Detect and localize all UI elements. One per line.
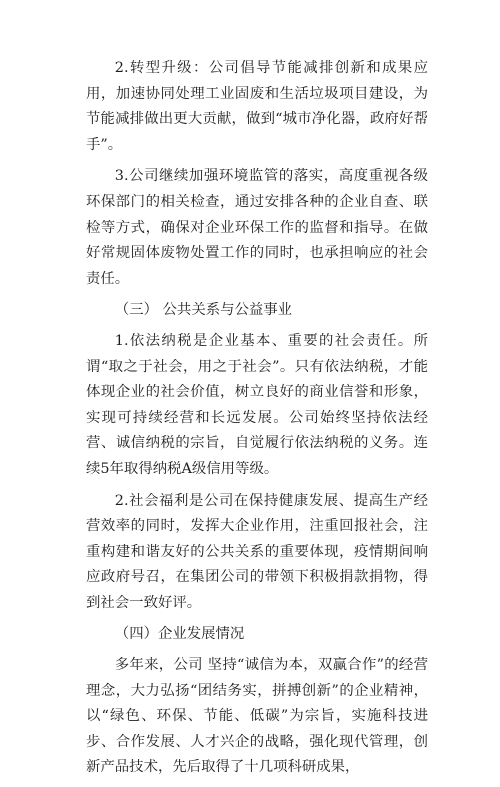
document-body xyxy=(86,56,428,787)
paragraph-environmental-supervision: 3.公司继续加强环境监管的落实，高度重视各级环保部门的相关检查，通过安排各种的企业自查、联检等方式，确保对企业环保工作的监督和指导。在做好常规固体废物处置工作的同时，也承担响应的社会责任。 xyxy=(86,168,428,287)
section-heading-public-relations: （三） 公共关系与公益事业 xyxy=(114,302,293,319)
paragraph-social-welfare: 2.社会福利是公司在保持健康发展、提高生产经营效率的同时，发挥大企业作用，注重回报社会，注重构建和谐友好的公共关系的重要体现，疫情期间响应政府号召，在集团公司的带领下积极捐款捐物，得到社会一致好评。 xyxy=(86,492,428,611)
paragraph-transformation-upgrade: 2.转型升级：公司倡导节能减排创新和成果应用，加速协同处理工业固废和生活垃圾项目建设，为节能减排做出更大贡献，做到“城市净化器，政府好帮手”。 xyxy=(86,60,428,153)
paragraph-development-history: 多年来，公司 坚持“诚信为本，双赢合作”的经营理念，大力弘扬“团结务实，拼搏创新”的企业精神，以“绿色、环保、节能、低碳”为宗旨，实施科技进步、合作发展、人才兴企的战略，强化现代管理，创新产品技术，先后取得了十几项科研成果， xyxy=(86,657,428,776)
section-heading-enterprise-development: （四）企业发展情况 xyxy=(114,626,245,643)
paragraph-tax-compliance: 1.依法纳税是企业基本、重要的社会责任。所谓“取之于社会，用之于社会”。只有依法纳税，才能体现企业的社会价值，树立良好的商业信誉和形象，实现可持续经营和长远发展。公司始终坚持依法经营、诚信纳税的宗旨，自觉履行依法纳税的义务。连续5年取得纳税A级信用等级。 xyxy=(86,332,428,477)
